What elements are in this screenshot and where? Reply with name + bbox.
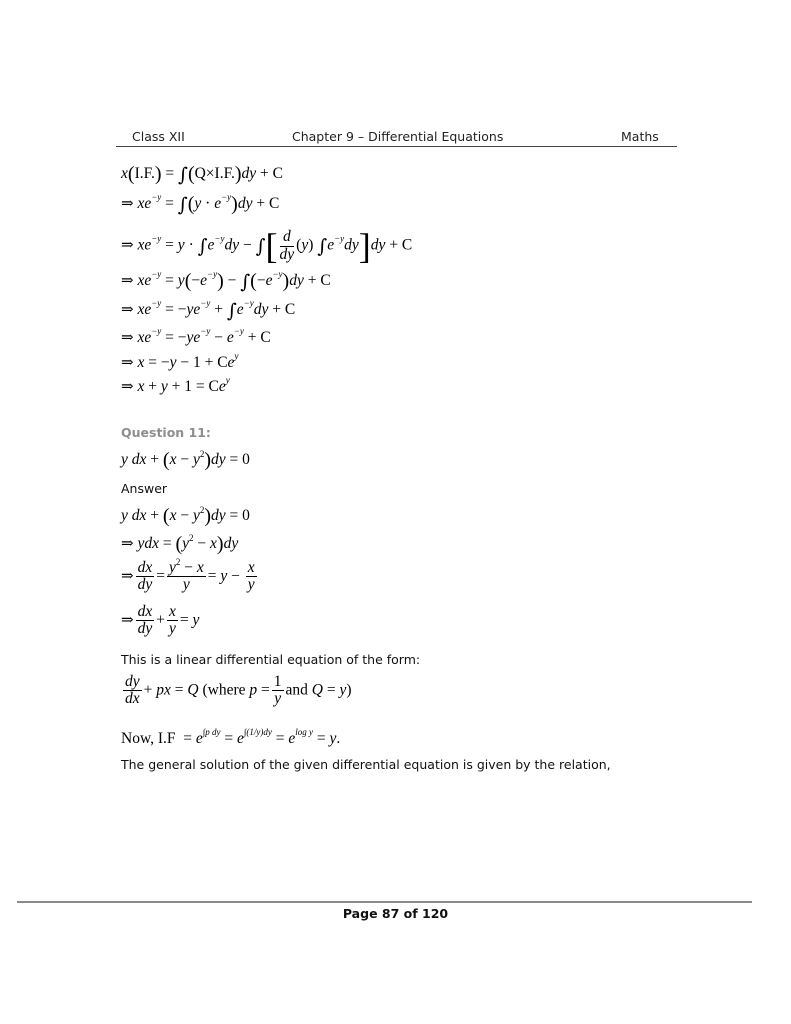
linear-form-equation: $\frac{dy}{dx}$ + px = Q (where p = $\frac{1}{y}$ and Q = y) (125, 673, 352, 708)
footer-divider (17, 901, 752, 903)
question-equation: y dx + $(x - y^2)dy = 0$ (121, 449, 250, 471)
answer-line-3: ⇒ $\frac{dx}{dy}$ = $\frac{y^2 - x}{y}$ = y − $\frac{x}{y}$ (121, 557, 255, 594)
header-divider (116, 146, 677, 147)
linear-form-text: This is a linear differential equation of the form: (121, 652, 421, 667)
answer-line-2: ⇒ ydx = $(y^2 - x)dy$ (121, 533, 239, 555)
equation-line-4: ⇒ $xe^{-y} = y(-e^{-y}) - \int(-e^{-y})dy + C$ (121, 269, 331, 293)
equation-line-7: ⇒ $x = -y - 1 + Ce^y$ (121, 351, 239, 371)
equation-line-2: ⇒ $xe^{-y} = \int(y \cdot e^{-y})dy + C$ (121, 192, 280, 216)
header-subject: Maths (621, 129, 659, 144)
integrating-factor-equation: Now, $I.F = e^{\int p dy} = e^{\int(1/y)dy} = e^{log y} = y$. (121, 727, 341, 747)
question-label: Question 11: (121, 425, 211, 440)
header-chapter: Chapter 9 – Differential Equations (292, 129, 504, 144)
header-class: Class XII (132, 129, 185, 144)
page-number: Page 87 of 120 (342, 906, 449, 921)
answer-label: Answer (121, 481, 168, 496)
equation-line-8: ⇒ $x + y + 1 = Ce^y$ (121, 375, 230, 395)
equation-line-5: ⇒ $xe^{-y} = -ye^{-y} + \int e^{-y}dy + C$ (121, 298, 296, 322)
equation-line-1: x(I.F.) = ∫(Q×I.F.)dy + C (121, 163, 283, 186)
answer-line-4: ⇒ $\frac{dx}{dy}$ + $\frac{x}{y}$ = y (121, 603, 200, 638)
equation-line-3: ⇒ $xe^{-y} = y \cdot \int e^{-y}dy$ − ∫[ $\frac{d}{dy}$ (y) $\int e^{-y}dy]dy + C$ (121, 226, 413, 266)
equation-line-6: ⇒ $xe^{-y} = -ye^{-y} - e^{-y} + C$ (121, 326, 271, 346)
answer-line-1: y dx + $(x - y^2)dy = 0$ (121, 505, 250, 527)
general-solution-text: The general solution of the given differential equation is given by the relation, (121, 757, 611, 772)
